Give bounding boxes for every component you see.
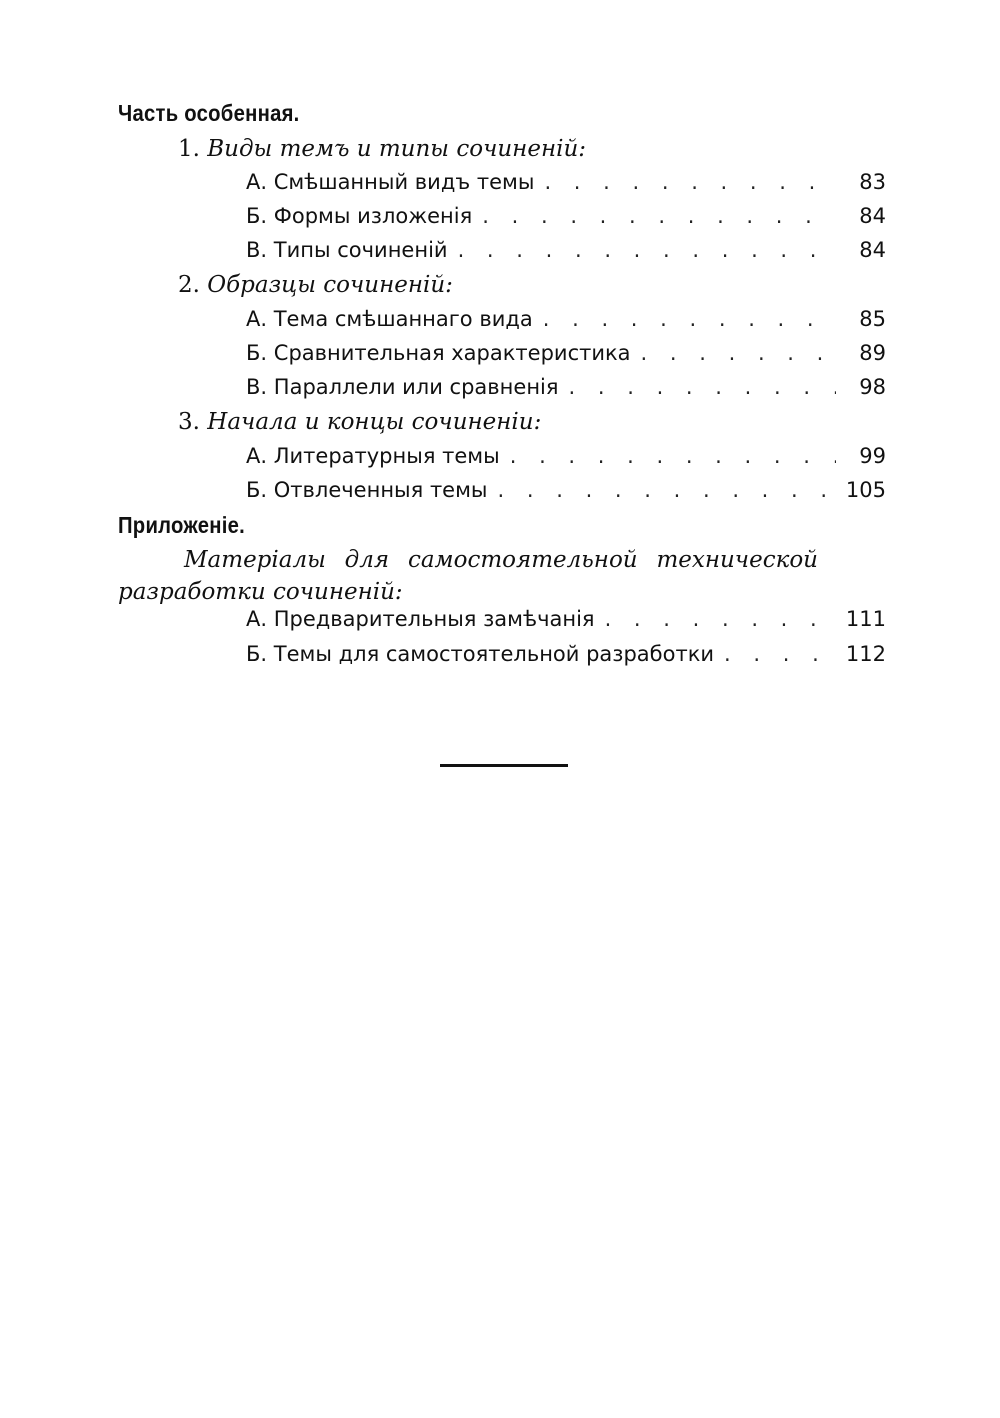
entry-label: Темы для самостоятельной разработки — [273, 642, 715, 666]
section-number: 2. — [178, 272, 200, 298]
toc-entry[interactable] — [246, 238, 886, 268]
entry-page-number: 84 — [859, 238, 886, 262]
entry-letter: В. — [246, 375, 268, 399]
entry-letter: А. — [246, 607, 268, 631]
entry-label: Смѣшанный видъ темы — [273, 170, 535, 194]
toc-entry[interactable] — [246, 375, 886, 405]
dot-leader — [544, 170, 836, 194]
entry-page-number: 89 — [859, 341, 886, 365]
entry-page-number: 98 — [859, 375, 886, 399]
section-title: Виды темъ и типы сочиненій: — [207, 136, 587, 162]
toc-entry[interactable] — [246, 607, 886, 637]
entry-page-number: 99 — [859, 444, 886, 468]
entry-letter: Б. — [246, 642, 268, 666]
section-heading-3 — [178, 409, 541, 435]
entry-page-number: 83 — [859, 170, 886, 194]
section-heading-2 — [178, 272, 453, 298]
toc-entry[interactable] — [246, 478, 886, 508]
appendix-title: Приложеніе. — [118, 512, 246, 538]
entry-label: Тема смѣшаннаго вида — [273, 307, 533, 331]
toc-entry[interactable] — [246, 170, 886, 200]
dot-leader — [482, 204, 836, 228]
entry-letter: А. — [246, 307, 268, 331]
entry-letter: В. — [246, 238, 268, 262]
appendix-intro-line-2: разработки сочиненій: — [118, 579, 403, 605]
section-number: 3. — [178, 409, 200, 435]
entry-label: Литературныя темы — [273, 444, 500, 468]
entry-page-number: 112 — [845, 642, 886, 666]
dot-leader — [510, 444, 836, 468]
dot-leader — [569, 375, 836, 399]
section-heading-1 — [178, 136, 586, 162]
appendix-intro — [118, 544, 818, 608]
end-rule-divider — [440, 764, 568, 767]
entry-letter: Б. — [246, 204, 268, 228]
toc-entry[interactable] — [246, 204, 886, 234]
entry-page-number: 111 — [845, 607, 886, 631]
toc-entry[interactable] — [246, 341, 886, 371]
dot-leader — [458, 238, 836, 262]
entry-letter: А. — [246, 170, 268, 194]
entry-label: Параллели или сравненія — [273, 375, 559, 399]
entry-label: Отвлеченныя темы — [273, 478, 488, 502]
entry-label: Предварительныя замѣчанія — [273, 607, 595, 631]
entry-letter: А. — [246, 444, 268, 468]
entry-letter: Б. — [246, 478, 268, 502]
entry-page-number: 105 — [845, 478, 886, 502]
toc-entry[interactable] — [246, 307, 886, 337]
entry-page-number: 85 — [859, 307, 886, 331]
entry-label: Формы изложенія — [273, 204, 473, 228]
dot-leader — [605, 607, 836, 631]
entry-letter: Б. — [246, 341, 268, 365]
toc-entry[interactable] — [246, 642, 886, 672]
entry-label: Сравнительная характеристика — [273, 341, 631, 365]
entry-page-number: 84 — [859, 204, 886, 228]
part-title: Часть особенная. — [118, 100, 300, 126]
toc-entry[interactable] — [246, 444, 886, 474]
dot-leader — [543, 307, 836, 331]
appendix-intro-line-1: Матеріалы для самостоятельной технической — [184, 547, 818, 573]
section-title: Образцы сочиненій: — [207, 272, 453, 298]
dot-leader — [724, 642, 836, 666]
dot-leader — [641, 341, 836, 365]
section-number: 1. — [178, 136, 200, 162]
entry-label: Типы сочиненій — [273, 238, 448, 262]
dot-leader — [498, 478, 836, 502]
section-title: Начала и концы сочиненіи: — [207, 409, 542, 435]
